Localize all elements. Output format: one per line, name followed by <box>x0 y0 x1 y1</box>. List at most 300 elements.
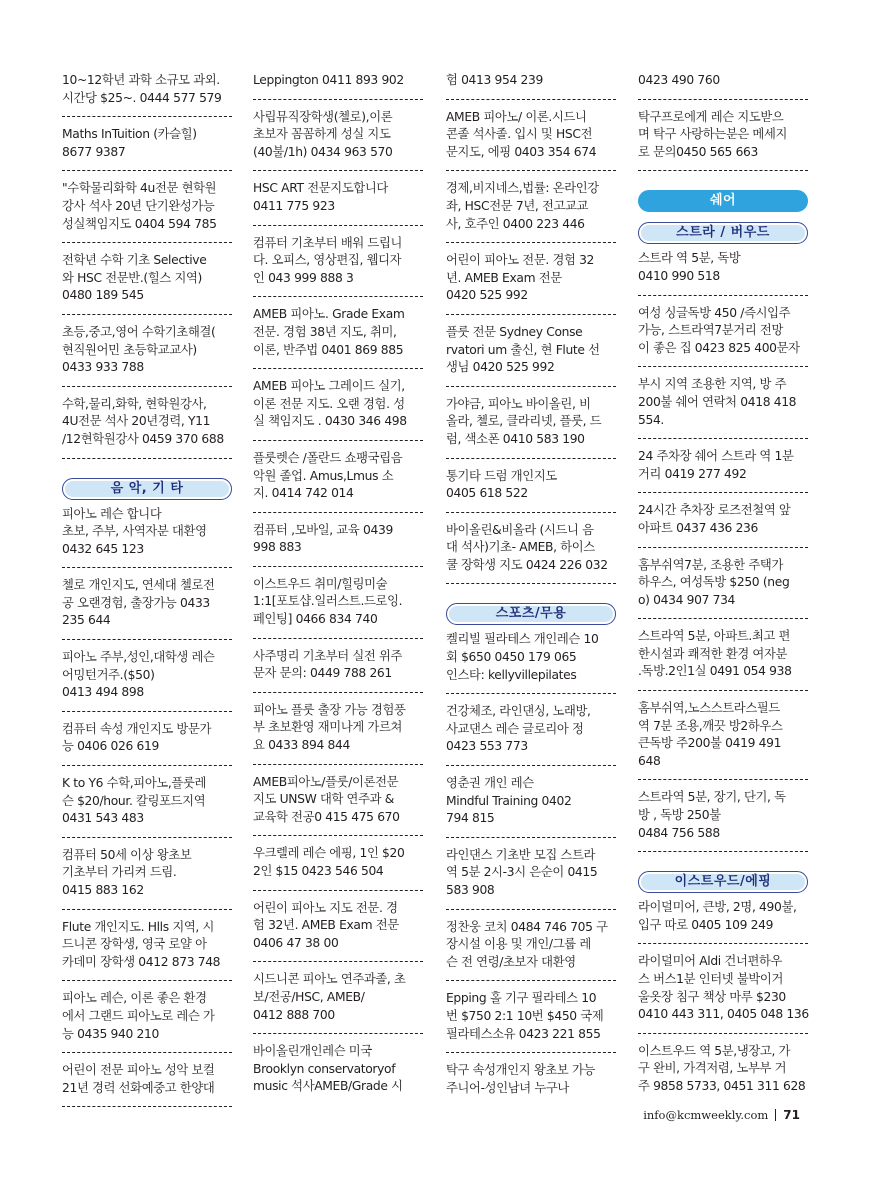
classified-ad <box>62 990 232 1043</box>
dashed-divider <box>62 756 232 775</box>
dashed-divider <box>62 1043 232 1062</box>
ad-text-line: 플룻렛슨 /폴란드 쇼팽국립음 <box>253 450 403 465</box>
classified-ad <box>446 847 616 900</box>
ad-text-line: K to Y6 수학,피아노,플룻레 <box>62 776 207 791</box>
ad-text-line: 드니콘 장학생, 영국 로얄 아 <box>62 937 207 952</box>
ad-text-line: 켈리빌 필라테스 개인레슨 10 <box>446 632 599 647</box>
ad-text-line: 0484 756 588 <box>638 825 720 840</box>
ad-text-line: 피아노 주부,성인,대학생 레슨 <box>62 650 215 665</box>
dashed-divider <box>638 286 808 305</box>
ad-text-line: 648 <box>638 753 661 768</box>
page-footer <box>643 1108 800 1122</box>
dashed-divider <box>638 357 808 376</box>
ad-text-line: 0432 645 123 <box>62 541 144 556</box>
ad-text-line: 이스트우드 취미/힐링미술 <box>253 576 388 591</box>
ad-text-line: 피아노 레슨, 이론 좋은 환경 <box>62 991 207 1006</box>
ad-text-line: 10~12학년 과학 소규모 과외. <box>62 73 220 87</box>
ad-text-line: 문자 문의: 0449 788 261 <box>253 666 392 681</box>
dashed-divider <box>62 828 232 847</box>
ad-text-line: 사립뮤직장학생(첼로),이론 <box>253 109 393 124</box>
classified-ad <box>638 305 808 358</box>
classified-ad <box>253 1043 423 1096</box>
ad-text-line: 며 탁구 사랑하는분은 메세지 <box>638 127 788 142</box>
classified-ad <box>638 700 808 770</box>
classified-ad <box>446 775 616 828</box>
footer-email[interactable]: info@kcmweekly.com <box>643 1108 769 1122</box>
dashed-divider <box>253 90 423 109</box>
dashed-divider <box>253 629 423 648</box>
dashed-divider <box>446 828 616 847</box>
ad-text-line: 스트라역 5분, 장기, 단기, 독 <box>638 790 786 805</box>
classified-ad <box>638 789 808 842</box>
dashed-divider <box>446 161 616 180</box>
ad-text-line: 어린이 피아노 전문. 경험 32 <box>446 253 595 268</box>
classified-ad <box>62 919 232 972</box>
ad-text-line: 시드니콘 피아노 연주과졸, 초 <box>253 972 406 987</box>
classified-ad <box>62 126 232 161</box>
classified-ad <box>638 628 808 681</box>
ad-text-line: 통기타 드럼 개인지도 <box>446 468 557 483</box>
dashed-divider <box>253 431 423 450</box>
classified-ad <box>253 450 423 503</box>
dashed-divider <box>446 503 616 522</box>
column-4 <box>638 72 808 1096</box>
ad-text-line: 바이올린개인레슨 미국 <box>253 1044 372 1059</box>
classified-ad <box>638 899 808 934</box>
ad-text-line: 페인팅] 0466 834 740 <box>253 612 378 627</box>
classified-ad <box>446 324 616 377</box>
category-heading: 음 악, 기 타 <box>62 478 232 500</box>
ad-text-line: 홈부쉬역,노스스트라스필드 <box>638 701 780 716</box>
ad-text-line: 악원 졸업. Amus,Lmus 소 <box>253 468 394 483</box>
classified-ad <box>446 990 616 1043</box>
classified-ad <box>638 448 808 483</box>
dashed-divider <box>62 702 232 721</box>
ad-text-line: 피아노 플룻 출장 가능 경험풍 <box>253 702 406 717</box>
entries-block <box>638 899 808 1095</box>
classified-ad <box>446 180 616 233</box>
ad-text-line: 8677 9387 <box>62 144 126 159</box>
ad-text-line: 0420 525 992 <box>446 288 528 303</box>
classified-ad <box>253 235 423 288</box>
column-1 <box>62 72 232 1116</box>
dashed-divider <box>446 1043 616 1062</box>
ad-text-line: 0406 47 38 00 <box>253 935 339 950</box>
ad-text-line: 울옷장 침구 책상 마루 $230 <box>638 989 786 1004</box>
ad-text-line: 583 908 <box>446 883 495 897</box>
classified-ad <box>446 109 616 162</box>
ad-text-line: 24 주차장 쉐어 스트라 역 1분 <box>638 449 794 464</box>
ad-text-line: 어밍턴거주.($50) <box>62 667 155 682</box>
dashed-divider <box>638 770 808 789</box>
classified-ad <box>253 648 423 683</box>
ad-text-line: AMEB 피아노. Grade Exam <box>253 307 405 322</box>
ad-text-line: 생님 0420 525 992 <box>446 360 555 375</box>
ad-text-line: Brooklyn conservatoryof <box>253 1061 396 1076</box>
ad-text-line: 스트라 역 5분, 독방 <box>638 251 741 266</box>
ad-text-line: 탁구프로에게 레슨 지도받으 <box>638 109 784 124</box>
ad-text-line: 보/전공/HSC, AMEB/ <box>253 989 365 1004</box>
classified-ad <box>62 721 232 756</box>
ad-text-line: 24시간 추차장 로즈전철역 앞 <box>638 503 791 518</box>
classified-ad <box>638 250 808 285</box>
classified-ad <box>253 378 423 431</box>
ad-text-line: 지도 UNSW 대학 연주과 & <box>253 792 394 807</box>
ad-text-line: 4U전문 석사 20년경력, Y11 <box>62 414 211 429</box>
classified-ad <box>253 180 423 215</box>
classified-ad <box>62 649 232 702</box>
dashed-divider <box>62 233 232 252</box>
ad-text-line: 주니어-성인남녀 누구나 <box>446 1080 569 1095</box>
dashed-divider <box>62 900 232 919</box>
ad-text-line: 전문. 경험 38년 지도, 취미, <box>253 324 397 339</box>
classified-ad <box>446 522 616 575</box>
ad-text-line: 에서 그랜드 피아노로 레슨 가 <box>62 1008 215 1023</box>
ad-text-line: 이 좋은 집 0423 825 400문자 <box>638 340 800 355</box>
ad-text-line: 년. AMEB Exam 전문 <box>446 270 562 285</box>
entries-block <box>253 72 423 1096</box>
ad-text-line: 0405 618 522 <box>446 486 528 501</box>
ad-text-line: 기초부터 가리켜 드림. <box>62 865 177 880</box>
ad-text-line: 스트라역 5분, 아파트.최고 편 <box>638 629 791 644</box>
classified-ad <box>62 72 232 107</box>
ad-text-line: 교육학 전공0 415 475 670 <box>253 809 400 824</box>
classified-ad <box>446 919 616 972</box>
dashed-divider <box>638 538 808 557</box>
dashed-divider <box>446 305 616 324</box>
dashed-divider <box>253 826 423 845</box>
ad-text-line: 0410 443 311, 0405 048 136 <box>638 1007 809 1022</box>
ad-text-line: 요 0433 894 844 <box>253 738 350 753</box>
ad-text-line: music 석사AMEB/Grade 시 <box>253 1079 403 1094</box>
column-3 <box>446 72 616 1097</box>
ad-text-line: Maths InTuition (카슬힐) <box>62 127 197 142</box>
ad-text-line: 필라테스소유 0423 221 855 <box>446 1026 601 1041</box>
ad-text-line: 경제,비지네스,법률: 온라인강 <box>446 181 599 196</box>
ad-text-line: 인 043 999 888 3 <box>253 270 354 285</box>
ad-text-line: 이스트우드 역 5분,냉장고, 가 <box>638 1043 791 1058</box>
ad-text-line: 다. 오피스, 영상편집, 웹디자 <box>253 253 402 268</box>
ad-text-line: 건강체조, 라인댄싱, 노래방, <box>446 704 591 719</box>
ad-text-line: 카데미 장학생 0412 873 748 <box>62 954 221 969</box>
ad-text-line: HSC ART 전문지도합니다 <box>253 181 388 196</box>
ad-text-line: Leppington 0411 893 902 <box>253 73 404 87</box>
ad-text-line: 0480 189 545 <box>62 288 144 303</box>
section-heading: 쉐어 <box>638 190 808 212</box>
ad-text-line: (40불/1h) 0434 963 570 <box>253 144 393 159</box>
dashed-divider <box>253 755 423 774</box>
ad-text-line: 부 초보환영 재미나게 가르쳐 <box>253 720 403 735</box>
ad-text-line: 시간당 $25~. 0444 577 579 <box>62 90 222 105</box>
ad-text-line: 역 7분 조용,깨끗 방2하우스 <box>638 718 783 733</box>
dashed-divider <box>446 756 616 775</box>
ad-text-line: 지. 0414 742 014 <box>253 486 354 501</box>
ad-text-line: 어린이 전문 피아노 성악 보컬 <box>62 1063 215 1078</box>
dashed-divider <box>62 377 232 396</box>
classified-ad <box>253 576 423 629</box>
dashed-divider <box>62 161 232 180</box>
ad-text-line: 초보자 꼼꼼하게 성실 지도 <box>253 127 391 142</box>
ad-text-line: 정찬웅 코치 0484 746 705 구 <box>446 919 608 934</box>
ad-text-line: 수학,물리,화학, 현학원강사, <box>62 396 207 411</box>
dashed-divider <box>253 881 423 900</box>
ad-text-line: 험 32년. AMEB Exam 전문 <box>253 918 399 933</box>
dashed-divider <box>62 107 232 126</box>
classified-ad <box>253 72 423 90</box>
dashed-divider <box>253 952 423 971</box>
classified-ad <box>62 180 232 233</box>
ad-text-line: 1:1[포토샵.일러스트.드로잉. <box>253 594 403 609</box>
ad-text-line: 입구 따로 0405 109 249 <box>638 917 774 932</box>
classified-ad <box>446 631 616 684</box>
ad-text-line: 사교댄스 레슨 글로리아 정 <box>446 721 584 736</box>
category-heading: 스트라 / 버우드 <box>638 222 808 244</box>
ad-text-line: 998 883 <box>253 540 302 555</box>
classified-ad <box>638 557 808 610</box>
ad-text-line: 라이덜미어 Aldi 건너편하우 <box>638 954 783 969</box>
dashed-divider <box>446 377 616 396</box>
ad-text-line: 이론, 반주법 0401 869 885 <box>253 342 404 357</box>
ad-text-line: 첼로 개인지도, 연세대 첼로전 <box>62 578 215 593</box>
dashed-divider <box>253 683 423 702</box>
dashed-divider <box>253 503 423 522</box>
page-number: 71 <box>783 1108 800 1122</box>
dashed-divider <box>638 842 808 861</box>
classified-ad <box>446 252 616 305</box>
ad-text-line: 0431 543 483 <box>62 811 144 826</box>
ad-text-line: 홈부쉬역7분, 조용한 주택가 <box>638 557 783 572</box>
ad-text-line: "수학물리화학 4u전문 현학원 <box>62 181 217 196</box>
ad-text-line: 올라, 첼로, 클라리넷, 플룻, 드 <box>446 414 602 429</box>
ad-text-line: 컴퓨터 ,모바일, 교육 0439 <box>253 522 393 537</box>
ad-text-line: 회 $650 0450 179 065 <box>446 650 577 665</box>
ad-text-line: 가야금, 피아노 바이올린, 비 <box>446 396 591 411</box>
ad-text-line: 컴퓨터 속성 개인지도 방문가 <box>62 721 212 736</box>
ad-text-line: 235 644 <box>62 613 111 628</box>
entries-block <box>62 506 232 1117</box>
classified-ad <box>638 953 808 1023</box>
ad-text-line: 피아노 레슨 합니다 <box>62 506 162 521</box>
footer-divider <box>775 1109 776 1121</box>
ad-text-line: 0423 490 760 <box>638 73 720 87</box>
classified-ad <box>62 396 232 449</box>
classified-ad <box>446 468 616 503</box>
ad-text-line: 794 815 <box>446 811 495 826</box>
ad-text-line: 탁구 속성개인지 왕초보 가능 <box>446 1063 596 1078</box>
entries-block <box>638 72 808 180</box>
ad-text-line: o) 0434 907 734 <box>638 592 736 607</box>
classified-ad <box>253 971 423 1024</box>
dashed-divider <box>62 305 232 324</box>
ad-text-line: Mindful Training 0402 <box>446 793 572 808</box>
classified-ad <box>253 522 423 557</box>
ad-text-line: 부시 지역 조용한 지역, 방 주 <box>638 377 787 392</box>
classified-ad <box>446 396 616 449</box>
ad-text-line: 스 버스1분 인터넷 불박이거 <box>638 972 783 986</box>
ad-text-line: 실 책임지도 . 0430 346 498 <box>253 414 407 429</box>
ad-text-line: Epping 홀 기구 필라테스 10 <box>446 991 597 1006</box>
classified-ad <box>446 72 616 90</box>
entries-block <box>638 250 808 861</box>
classified-ad <box>253 702 423 755</box>
ad-text-line: AMEB피아노/플룻/이론전문 <box>253 774 399 789</box>
classified-ad <box>253 306 423 359</box>
ad-text-line: 0413 494 898 <box>62 685 144 700</box>
ad-text-line: 장시설 이용 및 개인/그룹 레 <box>446 937 591 952</box>
dashed-divider <box>446 233 616 252</box>
ad-text-line: 쿨 장학생 지도 0424 226 032 <box>446 557 608 572</box>
ad-text-line: 한시설과 쾌적한 환경 여자분 <box>638 646 788 661</box>
classified-ad <box>253 109 423 162</box>
ad-text-line: 바이올린&비올라 (시드니 음 <box>446 522 594 537</box>
classified-ad <box>253 900 423 953</box>
ad-text-line: 0415 883 162 <box>62 883 144 897</box>
ad-text-line: 라인댄스 기초반 모집 스트라 <box>446 847 596 862</box>
classified-ad <box>62 506 232 559</box>
dashed-divider <box>446 900 616 919</box>
ad-text-line: 0433 933 788 <box>62 360 144 375</box>
ad-text-line: 초등,중고,영어 수학기초해결( <box>62 324 216 339</box>
dashed-divider <box>62 449 232 468</box>
ad-text-line: 능 0406 026 619 <box>62 739 159 754</box>
ad-text-line: 우크렐레 레슨 에핑, 1인 $20 <box>253 846 405 861</box>
ad-text-line: 0423 553 773 <box>446 739 528 754</box>
classified-ad <box>62 324 232 377</box>
ad-text-line: 초보, 주부, 사역자분 대환영 <box>62 524 207 539</box>
classified-ad <box>638 72 808 90</box>
ad-text-line: 문지도, 에핑 0403 354 674 <box>446 144 597 159</box>
category-heading: 스포츠/무용 <box>446 603 616 625</box>
dashed-divider <box>446 90 616 109</box>
classified-ad <box>446 1062 616 1097</box>
dashed-divider <box>62 971 232 990</box>
dashed-divider <box>638 934 808 953</box>
ad-text-line: 공 오랜경험, 출장가능 0433 <box>62 595 210 610</box>
classified-ad <box>638 109 808 162</box>
ad-text-line: 라이덜미어, 큰방, 2명, 490불, <box>638 900 797 915</box>
classified-ad <box>446 703 616 756</box>
dashed-divider <box>446 684 616 703</box>
dashed-divider <box>638 161 808 180</box>
ad-text-line: /12현학원강사 0459 370 688 <box>62 431 224 446</box>
ad-text-line: 능 0435 940 210 <box>62 1026 159 1041</box>
dashed-divider <box>62 630 232 649</box>
ad-text-line: 주 9858 5733, 0451 311 628 <box>638 1078 806 1093</box>
ad-text-line: 구 완비, 가격저렴, 노부부 거 <box>638 1061 787 1076</box>
ad-text-line: 슨 전 연령/초보자 대환영 <box>446 954 576 969</box>
ad-text-line: 아파트 0437 436 236 <box>638 520 758 535</box>
classified-ad <box>62 775 232 828</box>
dashed-divider <box>446 574 616 593</box>
dashed-divider <box>253 287 423 306</box>
dashed-divider <box>446 971 616 990</box>
ad-text-line: .독방.2인1실 0491 054 938 <box>638 664 792 679</box>
dashed-divider <box>638 429 808 448</box>
ad-text-line: 좌, HSC전문 7년, 전고교교 <box>446 198 589 213</box>
ad-text-line: 럼, 색소폰 0410 583 190 <box>446 431 585 446</box>
classified-ad <box>62 847 232 900</box>
ad-text-line: 강사 석사 20년 단기완성가능 <box>62 198 215 213</box>
ad-text-line: Flute 개인지도. Hlls 지역, 시 <box>62 919 215 934</box>
classified-ad <box>638 376 808 429</box>
ad-text-line: 2인 $15 0423 546 504 <box>253 864 384 878</box>
ad-text-line: 대 석사)기초- AMEB, 하이스 <box>446 540 595 555</box>
ad-text-line: 역 5분 2시-3시 은순이 0415 <box>446 865 598 880</box>
ad-text-line: 21년 경력 선화예중고 한양대 <box>62 1080 215 1095</box>
ad-text-line: 큰독방 주200불 0419 491 <box>638 736 782 751</box>
ad-text-line: 현직원어민 초등학교교사) <box>62 342 197 357</box>
ad-text-line: 콘졸 석사졸. 입시 및 HSC전 <box>446 127 593 142</box>
ad-text-line: 여성 싱글독방 450 /즉시입주 <box>638 305 791 320</box>
ad-text-line: AMEB 피아노 그레이드 실기, <box>253 379 405 394</box>
classified-ad <box>253 774 423 827</box>
ad-text-line: 컴퓨터 50세 이상 왕초보 <box>62 847 192 862</box>
dashed-divider <box>253 161 423 180</box>
ad-text-line: 험 0413 954 239 <box>446 73 543 87</box>
ad-text-line: 플룻 전문 Sydney Conse <box>446 324 583 339</box>
dashed-divider <box>253 359 423 378</box>
ad-text-line: 사, 호주인 0400 223 446 <box>446 216 585 231</box>
ad-text-line: 어린이 피아노 지도 전문. 경 <box>253 900 398 915</box>
dashed-divider <box>638 609 808 628</box>
ad-text-line: 번 $750 2:1 10번 $450 국제 <box>446 1008 604 1023</box>
ad-text-line: 방 , 독방 250불 <box>638 808 721 823</box>
dashed-divider <box>253 216 423 235</box>
dashed-divider <box>638 1024 808 1043</box>
dashed-divider <box>638 483 808 502</box>
classified-ad <box>62 1062 232 1097</box>
ad-text-line: 로 문의0450 565 663 <box>638 144 758 159</box>
dashed-divider <box>638 681 808 700</box>
column-2 <box>253 72 423 1096</box>
classified-ad <box>638 502 808 537</box>
dashed-divider <box>638 90 808 109</box>
ad-text-line: 0410 990 518 <box>638 268 720 283</box>
ad-text-line: AMEB 피아노/ 이론.시드니 <box>446 109 587 124</box>
ad-text-line: 554. <box>638 412 664 427</box>
ad-text-line: 0411 775 923 <box>253 198 335 213</box>
ad-text-line: 영춘권 개인 레슨 <box>446 776 534 791</box>
ad-text-line: 와 HSC 전문반.(힐스 지역) <box>62 270 202 285</box>
dashed-divider <box>62 558 232 577</box>
dashed-divider <box>253 1024 423 1043</box>
ad-text-line: rvatori um 출신, 현 Flute 선 <box>446 342 600 357</box>
dashed-divider <box>62 1097 232 1116</box>
ad-text-line: 이론 전문 지도. 오랜 경험. 성 <box>253 396 405 411</box>
entries-block <box>62 72 232 468</box>
ad-text-line: 인스타: kellyvillepilates <box>446 667 577 682</box>
category-heading: 이스트우드/에핑 <box>638 871 808 893</box>
ad-text-line: 성실책임지도 0404 594 785 <box>62 216 217 231</box>
entries-block <box>446 72 616 593</box>
ad-text-line: 하우스, 여성독방 $250 (neg <box>638 575 790 590</box>
classified-ad <box>253 845 423 880</box>
ad-text-line: 슨 $20/hour. 칼링포드지역 <box>62 793 206 808</box>
ad-text-line: 컴퓨터 기초부터 배워 드립니 <box>253 235 403 250</box>
ad-text-line: 가능, 스트라역7분거리 전망 <box>638 323 783 338</box>
ad-text-line: 거리 0419 277 492 <box>638 466 747 481</box>
entries-block <box>446 631 616 1097</box>
dashed-divider <box>446 449 616 468</box>
classified-ad <box>62 577 232 630</box>
ad-text-line: 0412 888 700 <box>253 1007 335 1022</box>
dashed-divider <box>253 557 423 576</box>
ad-text-line: 사주명리 기초부터 실전 위주 <box>253 648 403 663</box>
ad-text-line: 전학년 수학 기초 Selective <box>62 253 207 268</box>
classified-ad <box>62 252 232 305</box>
classified-ad <box>638 1043 808 1096</box>
ad-text-line: 200불 쉐어 연락처 0418 418 <box>638 394 797 409</box>
